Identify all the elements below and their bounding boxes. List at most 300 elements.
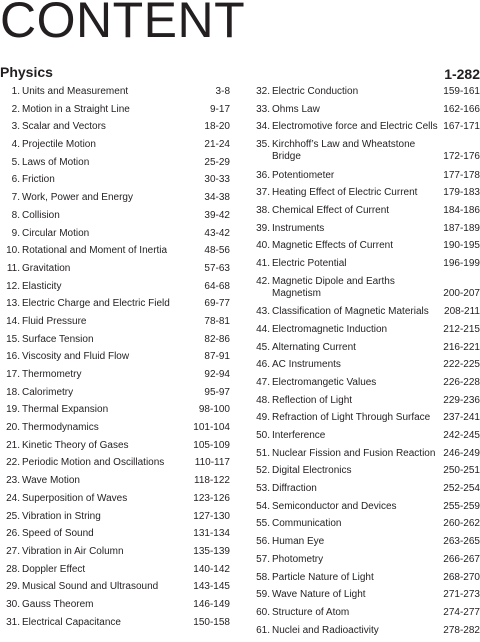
toc-entry-pages: 143-145 bbox=[193, 581, 230, 593]
toc-entry-number: 58. bbox=[256, 571, 270, 583]
toc-entry[interactable] bbox=[250, 86, 480, 104]
toc-entry-number: 57. bbox=[256, 553, 270, 565]
toc-entry-title-line: Projectile Motion bbox=[22, 139, 96, 151]
toc-entry[interactable] bbox=[250, 342, 480, 360]
toc-entry[interactable] bbox=[250, 240, 480, 258]
toc-entry-title-line: Gravitation bbox=[22, 262, 71, 274]
toc-entry-title-line: Thermal Expansion bbox=[22, 404, 109, 416]
toc-entry-number: 16. bbox=[6, 351, 20, 363]
toc-entry-number: 35. bbox=[256, 139, 270, 151]
toc-entry-title bbox=[22, 387, 73, 399]
toc-entry-pages: 184-186 bbox=[443, 204, 480, 216]
toc-entry-pages: 34-38 bbox=[204, 192, 230, 204]
toc-entry-title-line: Instruments bbox=[272, 222, 325, 234]
toc-entry-pages: 196-199 bbox=[443, 258, 480, 269]
toc-entry-title bbox=[272, 240, 393, 252]
toc-entry-number: 24. bbox=[6, 492, 20, 504]
toc-entry-title-line: Photometry bbox=[272, 553, 324, 565]
toc-entry[interactable] bbox=[250, 465, 480, 483]
toc-entry-pages: 260-262 bbox=[443, 518, 480, 530]
toc-entry[interactable] bbox=[0, 210, 230, 228]
toc-entry-title bbox=[272, 121, 438, 133]
toc-entry-title bbox=[272, 276, 395, 300]
toc-entry-pages: 127-130 bbox=[193, 510, 230, 522]
toc-entry-pages: 25-29 bbox=[204, 156, 230, 168]
toc-entry-pages: 101-104 bbox=[193, 422, 230, 434]
toc-entry-number: 12. bbox=[6, 280, 20, 292]
toc-entry-title bbox=[22, 564, 85, 576]
toc-entry[interactable] bbox=[250, 483, 480, 501]
toc-entry-title-line: Particle Nature of Light bbox=[272, 571, 374, 583]
toc-entry-title-line: Fluid Pressure bbox=[22, 315, 87, 327]
toc-entry-title bbox=[22, 263, 70, 275]
toc-entry[interactable] bbox=[250, 187, 480, 205]
toc-entry-pages: 274-277 bbox=[443, 606, 480, 618]
toc-entry-pages: 167-171 bbox=[443, 121, 480, 133]
toc-column-right bbox=[250, 86, 480, 642]
toc-entry-pages: 263-265 bbox=[443, 536, 480, 548]
toc-entry-title-line: Speed of Sound bbox=[22, 528, 94, 540]
toc-entry-pages: 95-97 bbox=[204, 386, 230, 398]
toc-entry-title-line: Magnetic Dipole and Earths bbox=[272, 275, 395, 287]
toc-entry-pages: 200-207 bbox=[443, 287, 480, 299]
toc-entry[interactable] bbox=[0, 404, 230, 422]
toc-entry-title bbox=[272, 589, 366, 601]
toc-entry-pages: 255-259 bbox=[443, 500, 480, 512]
toc-entry-title bbox=[22, 334, 94, 346]
toc-entry-number: 52. bbox=[256, 465, 270, 477]
toc-entry-title bbox=[272, 205, 389, 217]
toc-entry-number: 40. bbox=[256, 240, 270, 252]
toc-entry-title-line: Gauss Theorem bbox=[22, 598, 94, 610]
toc-entry-title bbox=[22, 351, 129, 363]
page-title: CONTENT bbox=[0, 0, 246, 48]
toc-entry-pages: 246-249 bbox=[443, 447, 480, 459]
section-page-range: 1-282 bbox=[444, 66, 480, 82]
toc-entry-pages: 229-236 bbox=[443, 394, 480, 406]
toc-entry-title bbox=[272, 412, 430, 424]
toc-entry-number: 7. bbox=[11, 192, 20, 204]
toc-entry-title bbox=[272, 501, 397, 513]
toc-entry-title bbox=[22, 475, 80, 487]
toc-entry-title bbox=[272, 430, 325, 442]
toc-entry-title-line: Alternating Current bbox=[272, 341, 356, 353]
toc-entry-number: 11. bbox=[6, 262, 20, 274]
toc-entry-title bbox=[272, 324, 387, 336]
toc-entry-pages: 278-282 bbox=[443, 624, 480, 636]
toc-entry-title bbox=[272, 258, 346, 270]
toc-entry[interactable] bbox=[0, 281, 230, 299]
toc-entry-title-line: Kinetic Theory of Gases bbox=[22, 439, 129, 451]
toc-entry-pages: 92-94 bbox=[204, 369, 230, 380]
toc-entry-title-line: Magnetic Effects of Current bbox=[272, 240, 393, 252]
toc-entry-pages: 271-273 bbox=[443, 589, 480, 601]
toc-entry-title bbox=[272, 607, 349, 619]
section-name: Physics bbox=[0, 64, 53, 80]
toc-entry-title bbox=[22, 281, 61, 293]
toc-entry[interactable] bbox=[0, 617, 230, 635]
toc-entry-pages: 226-228 bbox=[443, 376, 480, 388]
toc-entry[interactable] bbox=[0, 86, 230, 104]
toc-entry-title-line: Ohms Law bbox=[272, 103, 320, 115]
toc-entry-title-line: Electromotive force and Electric Cells bbox=[272, 121, 438, 133]
toc-entry-pages: 3-8 bbox=[215, 86, 230, 97]
toc-entry-title-line: Nuclei and Radioactivity bbox=[272, 624, 379, 636]
toc-entry[interactable] bbox=[250, 377, 480, 395]
toc-entry-title-line: Calorimetry bbox=[22, 386, 74, 398]
toc-entry[interactable] bbox=[0, 351, 230, 369]
toc-entry-title-line: Rotational and Moment of Inertia bbox=[22, 245, 168, 257]
toc-entry-title bbox=[22, 581, 158, 593]
toc-entry-pages: 64-68 bbox=[204, 280, 230, 292]
toc-entry-title-line: AC Instruments bbox=[272, 359, 341, 371]
toc-entry-number: 18. bbox=[6, 386, 20, 398]
toc-entry-title-line: Structure of Atom bbox=[272, 606, 350, 618]
toc-entry-title-line: Units and Measurement bbox=[22, 86, 129, 97]
toc-column-left bbox=[0, 86, 230, 634]
toc-entry-title bbox=[22, 104, 130, 116]
toc-entry-title bbox=[22, 511, 101, 523]
toc-entry-pages: 21-24 bbox=[204, 139, 230, 151]
toc-entry-number: 38. bbox=[256, 204, 270, 216]
toc-entry[interactable] bbox=[250, 258, 480, 276]
toc-entry-number: 23. bbox=[6, 475, 20, 487]
toc-entry-number: 32. bbox=[256, 86, 270, 97]
toc-entry-title-line: Electrical Capacitance bbox=[22, 616, 121, 628]
toc-entry-title bbox=[22, 210, 60, 222]
toc-entry-number: 25. bbox=[6, 510, 20, 522]
toc-entry-title-line: Vibration in Air Column bbox=[22, 545, 124, 557]
toc-entry[interactable] bbox=[0, 263, 230, 281]
toc-entry[interactable] bbox=[250, 430, 480, 448]
toc-entry-title-line: Diffraction bbox=[272, 483, 317, 495]
toc-entry[interactable] bbox=[0, 298, 230, 316]
toc-entry-number: 3. bbox=[11, 121, 20, 133]
toc-entry[interactable] bbox=[0, 228, 230, 246]
toc-entry-number: 39. bbox=[256, 222, 270, 234]
toc-entry-title bbox=[272, 554, 323, 566]
toc-entry-number: 4. bbox=[11, 139, 20, 151]
toc-entry-number: 20. bbox=[6, 422, 20, 434]
toc-entry-pages: 39-42 bbox=[204, 209, 230, 221]
toc-entry[interactable] bbox=[250, 607, 480, 625]
toc-entry-title-line: Electromangetic Values bbox=[272, 376, 377, 388]
toc-entry-pages: 177-178 bbox=[443, 169, 480, 181]
toc-entry-title bbox=[272, 187, 417, 199]
toc-entry-title bbox=[272, 86, 358, 98]
toc-entry[interactable] bbox=[250, 324, 480, 342]
toc-entry-number: 49. bbox=[256, 412, 270, 424]
toc-entry-title bbox=[22, 617, 121, 629]
toc-entry-pages: 222-225 bbox=[443, 359, 480, 371]
toc-entry-title bbox=[22, 192, 133, 204]
toc-entry-number: 41. bbox=[256, 258, 270, 269]
toc-entry-title bbox=[272, 139, 415, 163]
toc-entry-title-line: Wave Motion bbox=[22, 475, 80, 487]
toc-entry-number: 48. bbox=[256, 394, 270, 406]
toc-entry-pages: 208-211 bbox=[444, 306, 480, 318]
toc-entry[interactable] bbox=[250, 359, 480, 377]
toc-entry-title-line: Superposition of Waves bbox=[22, 492, 128, 504]
toc-entry-title-line: Vibration in String bbox=[22, 510, 101, 522]
toc-entry-title bbox=[22, 86, 128, 98]
toc-entry-pages: 216-221 bbox=[443, 341, 480, 353]
toc-entry[interactable] bbox=[0, 546, 230, 564]
toc-entry-title bbox=[22, 139, 96, 151]
toc-entry-title-line: Collision bbox=[22, 209, 60, 221]
toc-entry-number: 50. bbox=[256, 430, 270, 441]
toc-entry-number: 47. bbox=[256, 376, 270, 388]
toc-entry-number: 55. bbox=[256, 518, 270, 530]
toc-entry-pages: 135-139 bbox=[193, 545, 230, 557]
toc-entry-pages: 190-195 bbox=[443, 240, 480, 252]
toc-entry[interactable] bbox=[0, 422, 230, 440]
toc-entry-pages: 43-42 bbox=[204, 227, 230, 239]
toc-entry[interactable] bbox=[0, 387, 230, 405]
toc-entry-number: 1. bbox=[11, 86, 20, 97]
toc-entry[interactable] bbox=[250, 501, 480, 519]
toc-entry-pages: 30-33 bbox=[204, 174, 230, 186]
toc-entry-title bbox=[22, 245, 167, 257]
toc-entry[interactable] bbox=[250, 223, 480, 241]
toc-entry-title-line: Electromagnetic Induction bbox=[272, 323, 388, 335]
toc-entry[interactable] bbox=[0, 457, 230, 475]
toc-entry-number: 15. bbox=[6, 333, 20, 345]
toc-entry-title bbox=[22, 599, 94, 611]
toc-entry-number: 44. bbox=[256, 323, 270, 335]
toc-entry[interactable] bbox=[250, 121, 480, 139]
toc-entry[interactable] bbox=[0, 245, 230, 263]
toc-entry[interactable] bbox=[0, 528, 230, 546]
toc-entry-title-line: Surface Tension bbox=[22, 333, 94, 345]
toc-entry-number: 31. bbox=[6, 616, 20, 628]
toc-entry-title bbox=[22, 157, 89, 169]
toc-entry-pages: 118-122 bbox=[194, 475, 230, 487]
toc-entry-title-line: Friction bbox=[22, 174, 55, 186]
toc-entry-number: 60. bbox=[256, 606, 270, 618]
toc-entry[interactable] bbox=[0, 493, 230, 511]
toc-entry[interactable] bbox=[0, 157, 230, 175]
toc-entry-title bbox=[272, 465, 351, 477]
toc-entry-title bbox=[22, 440, 129, 452]
toc-entry[interactable] bbox=[0, 511, 230, 529]
toc-entry[interactable] bbox=[250, 205, 480, 223]
toc-entry-title-line: Heating Effect of Electric Current bbox=[272, 187, 418, 199]
toc-entry-title-line: Semiconductor and Devices bbox=[272, 500, 397, 512]
toc-entry-pages: 78-81 bbox=[204, 315, 230, 327]
toc-entry-title-line: Elasticity bbox=[22, 280, 62, 292]
toc-entry-pages: 159-161 bbox=[443, 86, 480, 97]
toc-entry-number: 13. bbox=[6, 298, 20, 310]
toc-entry-title bbox=[272, 306, 429, 318]
toc-entry-title bbox=[22, 546, 124, 558]
toc-entry[interactable] bbox=[250, 395, 480, 413]
toc-entry-number: 2. bbox=[11, 103, 20, 115]
toc-entry-number: 28. bbox=[6, 563, 20, 575]
toc-entry-title bbox=[272, 483, 317, 495]
toc-entry[interactable] bbox=[0, 192, 230, 210]
toc-entry[interactable] bbox=[0, 121, 230, 139]
toc-entry-pages: 9-17 bbox=[209, 103, 230, 115]
toc-entry-title-line: Doppler Effect bbox=[22, 563, 86, 575]
toc-entry-number: 29. bbox=[6, 581, 20, 593]
toc-entry-pages: 212-215 bbox=[443, 323, 480, 335]
toc-entry-title bbox=[272, 625, 379, 637]
toc-entry[interactable] bbox=[0, 334, 230, 352]
toc-entry-number: 5. bbox=[11, 156, 20, 168]
toc-entry-title-line: Scalar and Vectors bbox=[22, 121, 106, 133]
toc-entry-title bbox=[22, 528, 94, 540]
toc-entry-pages: 123-126 bbox=[193, 492, 230, 504]
toc-entry-title-line: Refraction of Light Through Surface bbox=[272, 412, 431, 424]
toc-entry-title-line: Electric Potential bbox=[272, 258, 347, 269]
toc-entry-title-line: Periodic Motion and Oscillations bbox=[22, 457, 165, 469]
toc-entry-number: 8. bbox=[11, 209, 20, 221]
toc-entry-number: 19. bbox=[6, 404, 20, 416]
toc-entry-pages: 18-20 bbox=[204, 121, 230, 133]
toc-entry-title-line: Viscosity and Fluid Flow bbox=[22, 351, 130, 363]
toc-entry[interactable] bbox=[250, 306, 480, 324]
toc-entry-number: 56. bbox=[256, 536, 270, 548]
toc-entry-number: 22. bbox=[6, 457, 20, 469]
toc-entry-pages: 252-254 bbox=[443, 483, 480, 495]
toc-entry-title-line: Bridge bbox=[272, 151, 301, 163]
toc-entry-pages: 110-117 bbox=[194, 457, 230, 469]
toc-entry-title-line: Potentiometer bbox=[272, 169, 335, 181]
toc-entry-title-line: Kirchhoff’s Law and Wheatstone bbox=[272, 139, 416, 151]
toc-entry-title bbox=[22, 457, 164, 469]
toc-entry-title bbox=[272, 170, 334, 182]
toc-entry[interactable] bbox=[250, 276, 480, 307]
toc-entry-pages: 266-267 bbox=[443, 553, 480, 565]
toc-entry-number: 53. bbox=[256, 483, 270, 495]
toc-entry-title-line: Interference bbox=[272, 430, 326, 441]
toc-entry-number: 21. bbox=[6, 439, 20, 451]
toc-entry-number: 61. bbox=[256, 624, 270, 636]
toc-entry-number: 10. bbox=[6, 245, 20, 257]
toc-entry-title-line: Laws of Motion bbox=[22, 156, 90, 168]
toc-entry-title bbox=[22, 298, 170, 310]
toc-entry[interactable] bbox=[250, 448, 480, 466]
toc-entry-pages: 268-270 bbox=[443, 571, 480, 583]
toc-entry-title-line: Electric Charge and Electric Field bbox=[22, 298, 170, 310]
toc-entry-pages: 98-100 bbox=[198, 404, 230, 416]
toc-entry-number: 43. bbox=[256, 306, 270, 318]
toc-entry-pages: 140-142 bbox=[193, 563, 230, 575]
toc-entry-pages: 150-158 bbox=[193, 616, 230, 628]
toc-entry-pages: 69-77 bbox=[204, 298, 230, 310]
toc-entry-number: 34. bbox=[256, 121, 270, 133]
toc-entry-title bbox=[22, 422, 99, 434]
toc-entry-title bbox=[272, 342, 356, 354]
toc-entry[interactable] bbox=[0, 440, 230, 458]
toc-entry-title bbox=[22, 369, 81, 381]
toc-entry[interactable] bbox=[250, 536, 480, 554]
toc-entry-title-line: Thermodynamics bbox=[22, 422, 99, 434]
toc-entry[interactable] bbox=[250, 572, 480, 590]
toc-entry-number: 6. bbox=[11, 174, 20, 186]
toc-entry-title-line: Electric Conduction bbox=[272, 86, 359, 97]
toc-entry-number: 45. bbox=[256, 341, 270, 353]
toc-entry-pages: 179-183 bbox=[443, 187, 480, 199]
toc-entry[interactable] bbox=[0, 599, 230, 617]
toc-entry-number: 46. bbox=[256, 359, 270, 371]
toc-entry[interactable] bbox=[0, 475, 230, 493]
toc-entry-number: 17. bbox=[6, 369, 20, 380]
toc-entry-pages: 242-245 bbox=[443, 430, 480, 441]
toc-entry-pages: 82-86 bbox=[204, 333, 230, 345]
toc-entry-pages: 250-251 bbox=[443, 465, 480, 477]
toc-entry-title-line: Work, Power and Energy bbox=[22, 192, 133, 204]
toc-entry-number: 59. bbox=[256, 589, 270, 601]
toc-entry[interactable] bbox=[250, 139, 480, 170]
toc-entry[interactable] bbox=[250, 518, 480, 536]
toc-entry-number: 54. bbox=[256, 500, 270, 512]
toc-entry-title-line: Chemical Effect of Current bbox=[272, 204, 390, 216]
toc-entry-title bbox=[272, 518, 341, 530]
section-header bbox=[0, 62, 480, 82]
toc-entry-number: 27. bbox=[6, 545, 20, 557]
toc-entry-pages: 146-149 bbox=[193, 598, 230, 610]
toc-entry-number: 14. bbox=[6, 315, 20, 327]
toc-entry-title bbox=[22, 121, 106, 133]
toc-entry-title-line: Thermometry bbox=[22, 369, 82, 380]
toc-entry-title-line: Human Eye bbox=[272, 536, 325, 548]
toc-entry-title-line: Wave Nature of Light bbox=[272, 589, 366, 601]
toc-entry[interactable] bbox=[0, 104, 230, 122]
toc-entry-title bbox=[272, 377, 376, 389]
toc-entry-number: 42. bbox=[256, 275, 270, 287]
toc-entry-title-line: Circular Motion bbox=[22, 227, 90, 239]
toc-entry-title bbox=[22, 174, 55, 186]
toc-entry[interactable] bbox=[250, 104, 480, 122]
toc-entry-title-line: Musical Sound and Ultrasound bbox=[22, 581, 159, 593]
toc-entry-number: 9. bbox=[11, 227, 20, 239]
toc-entry-title-line: Magnetism bbox=[272, 287, 321, 299]
toc-entry-title-line: Digital Electronics bbox=[272, 465, 352, 477]
toc-entry[interactable] bbox=[250, 554, 480, 572]
toc-entry-title bbox=[22, 228, 89, 240]
toc-entry[interactable] bbox=[0, 564, 230, 582]
toc-entry[interactable] bbox=[0, 581, 230, 599]
toc-entry-pages: 131-134 bbox=[193, 528, 230, 540]
toc-entry-number: 36. bbox=[256, 169, 270, 181]
toc-entry[interactable] bbox=[0, 174, 230, 192]
toc-entry[interactable] bbox=[250, 625, 480, 642]
toc-entry-title bbox=[272, 536, 324, 548]
toc-entry[interactable] bbox=[250, 412, 480, 430]
toc-entry-title-line: Motion in a Straight Line bbox=[22, 103, 130, 115]
toc-entry-title-line: Reflection of Light bbox=[272, 394, 353, 406]
toc-entry-number: 33. bbox=[256, 103, 270, 115]
toc-entry-title bbox=[272, 448, 435, 460]
toc-entry-title bbox=[272, 104, 320, 116]
toc-entry-pages: 172-176 bbox=[443, 151, 480, 163]
toc-entry-pages: 162-166 bbox=[443, 103, 480, 115]
toc-entry-title bbox=[22, 316, 86, 328]
toc-entry-pages: 87-91 bbox=[204, 351, 230, 363]
toc-entry[interactable] bbox=[0, 316, 230, 334]
toc-entry[interactable] bbox=[250, 589, 480, 607]
toc-entry-pages: 105-109 bbox=[193, 439, 230, 451]
toc-entry-title bbox=[22, 404, 108, 416]
toc-entry[interactable] bbox=[0, 369, 230, 387]
toc-entry-pages: 57-63 bbox=[204, 262, 230, 274]
toc-entry[interactable] bbox=[250, 170, 480, 188]
toc-entry-number: 51. bbox=[256, 447, 270, 459]
toc-entry[interactable] bbox=[0, 139, 230, 157]
toc-entry-title-line: Communication bbox=[272, 518, 342, 530]
